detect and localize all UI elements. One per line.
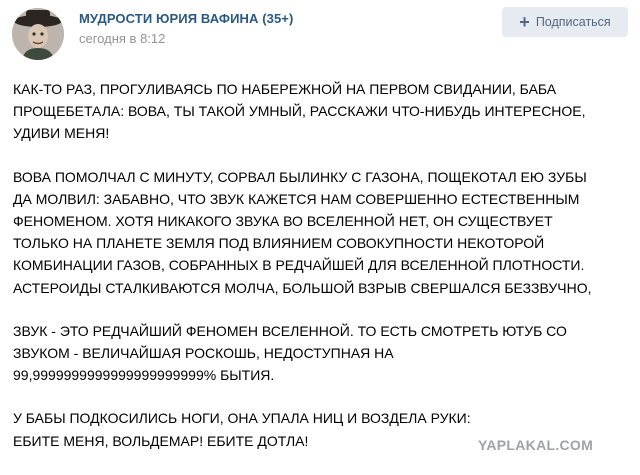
post-paragraph: У БАБЫ ПОДКОСИЛИСЬ НОГИ, ОНА УПАЛА НИЦ И ВОЗДЕЛА РУКИ: ЕБИТЕ МЕНЯ, ВОЛЬДЕМАР! ЕБИТЕ ДОТЛА! xyxy=(13,410,471,449)
post-paragraph: ВОВА ПОМОЛЧАЛ С МИНУТУ, СОРВАЛ БЫЛИНКУ С ГАЗОНА, ПОЩЕКОТАЛ ЕЮ ЗУБЫ ДА МОЛВИЛ: ЗАБАВНО, ЧТО ЗВУК КАЖЕТСЯ НАМ СОВЕРШЕННО ЕСТЕСТВЕННЫМ ФЕНОМЕНОМ. ХОТЯ НИКАКОГО ЗВУКА ВО ВСЕЛЕННОЙ НЕТ, ОН СУЩЕСТВУЕТ ТОЛЬКО НА ПЛАНЕТЕ ЗЕМЛЯ ПОД ВЛИЯНИЕМ СОВОКУПНОСТИ НЕКОТОРОЙ КОМБИНАЦИИ ГАЗОВ, СОБРАННЫХ В РЕДЧАЙШЕЙ ДЛЯ ВСЕЛЕННОЙ ПЛОТНОСТИ. АСТЕРОИДЫ СТАЛКИВАЮТСЯ МОЛЧА, БОЛЬШОЙ ВЗРЫВ СВЕРШАЛСЯ БЕЗЗВУЧНО, xyxy=(13,168,592,296)
post-time[interactable]: сегодня в 8:12 xyxy=(79,31,166,46)
subscribe-label: Подписаться xyxy=(535,15,611,29)
avatar-photo-icon xyxy=(12,8,64,60)
post-header xyxy=(0,0,640,60)
watermark: YAPLAKAL.COM xyxy=(478,437,594,453)
avatar[interactable] xyxy=(12,8,64,60)
author-name[interactable]: МУДРОСТИ ЮРИЯ ВАФИНА (35+) xyxy=(79,11,294,26)
post-paragraph: КАК-ТО РАЗ, ПРОГУЛИВАЯСЬ ПО НАБЕРЕЖНОЙ НА ПЕРВОМ СВИДАНИИ, БАБА ПРОЩЕБЕТАЛА: ВОВА, ТЫ ТАКОЙ УМНЫЙ, РАССКАЖИ ЧТО-НИБУДЬ ИНТЕРЕСНОЕ, УДИВИ МЕНЯ! xyxy=(13,81,586,142)
plus-icon: + xyxy=(519,12,530,32)
post-paragraph: ЗВУК - ЭТО РЕДЧАЙШИЙ ФЕНОМЕН ВСЕЛЕННОЙ. ТО ЕСТЬ СМОТРЕТЬ ЮТУБ СО ЗВУКОМ - ВЕЛИЧАЙШАЯ РОСКОШЬ, НЕДОСТУПНАЯ НА 99,9999999999999999999999% БЫТИЯ. xyxy=(13,322,567,384)
subscribe-button[interactable] xyxy=(502,7,628,37)
post-body xyxy=(13,78,629,473)
